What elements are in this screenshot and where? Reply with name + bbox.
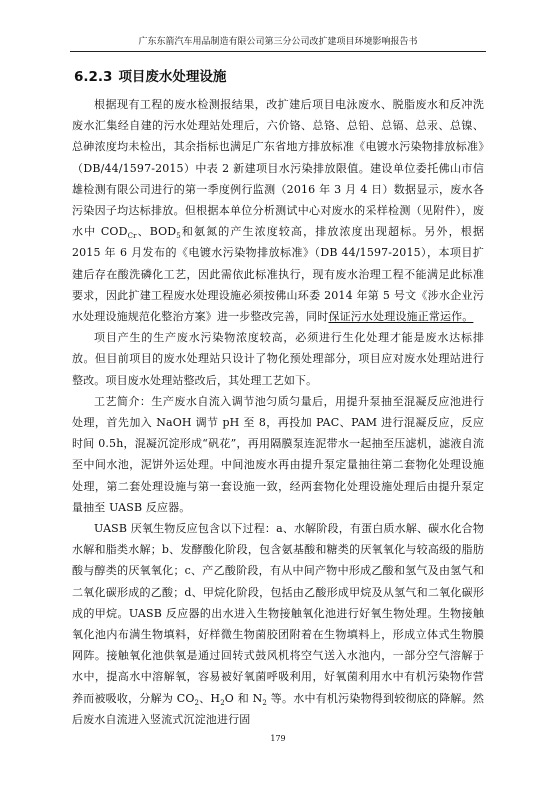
section-heading bbox=[74, 68, 226, 86]
section-number: 6.2.3 bbox=[74, 69, 113, 85]
paragraph-text: UASB 厌氧生物反应包含以下过程：a、水解阶段，有蛋白质水解、碳水化合物水解和脂类水解；b、发酵酸化阶段，包含氨基酸和糖类的厌氧氧化与较高级的脂肪酸与醇类的厌氧氧化；c、产乙酸阶段，有从中间产物中形成乙酸和氢气及由氢气和二氧化碳形成的乙酸；d、甲烷化阶段，包括由乙酸形成甲烷及从氢气和二氧化碳形成的甲烷。UASB 反应器的出水进入生物接触氧化池进行好氧生物处理。生物接触氧化池内布满生物填料，好样微生物菌胶团附着在生物填料上，形成立体式生物膜网阵。接触氧化池供氧是通过回转式鼓风机将空气送入水池内，一部分空气溶解于水中，提高水中溶解氧，容易被好氧菌呼吸利用，好氧菌利用水中有机污染物作营养而被吸收，分解为 CO bbox=[72, 522, 484, 705]
page-header: 广东东箭汽车用品制造有限公司第三分公司改扩建项目环境影响报告书 bbox=[138, 37, 418, 47]
subscript: 2 bbox=[262, 698, 268, 707]
subscript: 5 bbox=[176, 232, 181, 241]
subscript: 2 bbox=[194, 698, 200, 707]
subscript: 2 bbox=[220, 698, 225, 707]
subscript: Cr bbox=[127, 232, 137, 241]
paragraph-text: 根据现有工程的废水检测报结果，改扩建后项目电泳废水、脱脂废水和反冲洗废水汇集经自建的污水处理站处理后，六价铬、总铬、总铅、总镉、总汞、总镍、总砷浓度均未检出，其余指标也满足广东省地方排放标准《电镀水污染物排放标准》（DB/44/1597-2015）中表 2 新建项目水污染排放限值。建设单位委托佛山市信雄检测有限公司进行的第一季度例行监测（2016 年 3 月 4 日）数据显示，废水各污染因子均达标排放。但根据本单位分析测试中心对废水的采样检测（见附件），废水中 COD bbox=[72, 98, 484, 239]
section-title: 项目废水处理设施 bbox=[118, 69, 227, 85]
paragraph-text: 和氨氮的产生浓度较高，排放浓度出现超标。另外，根据 2015 年 6 月发布的《电镀水污染物排放标准》（DB 44/1597-2015），本项目扩建后存在酸洗磷化工艺，因此需依此标准执行，现有废水治理工程不能满足此标准要求，因此扩建工程废水处理设施必须按佛山环委 2014 年第 5 号文《涉水企业污水处理设施规范化整治方案》进一步整改完善，同时 bbox=[72, 225, 485, 324]
header-rule bbox=[70, 51, 486, 52]
paragraph-text: 、H bbox=[199, 691, 221, 705]
paragraph-existing-wastewater bbox=[72, 94, 484, 327]
body-text bbox=[72, 94, 484, 730]
paragraph-text: 、BOD bbox=[136, 225, 177, 239]
page-number: 179 bbox=[270, 734, 286, 743]
underlined-text: 保证污水处理设施正常运作。 bbox=[328, 310, 474, 324]
paragraph-text: O 和 N bbox=[224, 691, 263, 705]
paragraph-rectification: 项目产生的生产废水污染物浓度较高，必须进行生化处理才能是废水达标排放。但目前项目的废水处理站只设计了物化预处理部分，项目应对废水处理站进行整改。项目废水处理站整改后，其处理工艺如下。 bbox=[72, 331, 484, 387]
paragraph-text: 等。水中有机污染物得到较彻底的降解。然后废水自流进入竖流式沉淀池进行固 bbox=[72, 691, 485, 726]
paragraph-uasb bbox=[72, 518, 484, 730]
paragraph-process-intro: 工艺简介：生产废水自流入调节池匀质匀量后，用提升泵抽至混凝反应池进行处理，首先加入 NaOH 调节 pH 至 8，再投加 PAC、PAM 进行混凝反应，反应时间 0.5h，混凝沉淀形成“矾花”，再用隔膜泵连泥带水一起抽至压滤机，滤液自流至中间水池，泥饼外运处理。中间池废水再由提升泵定量抽往第二套物化处理设施处理，第二套处理设施与第一套设施一致，经两套物化处理设施处理后由提升泵定量抽至 UASB 反应器。 bbox=[72, 394, 484, 514]
